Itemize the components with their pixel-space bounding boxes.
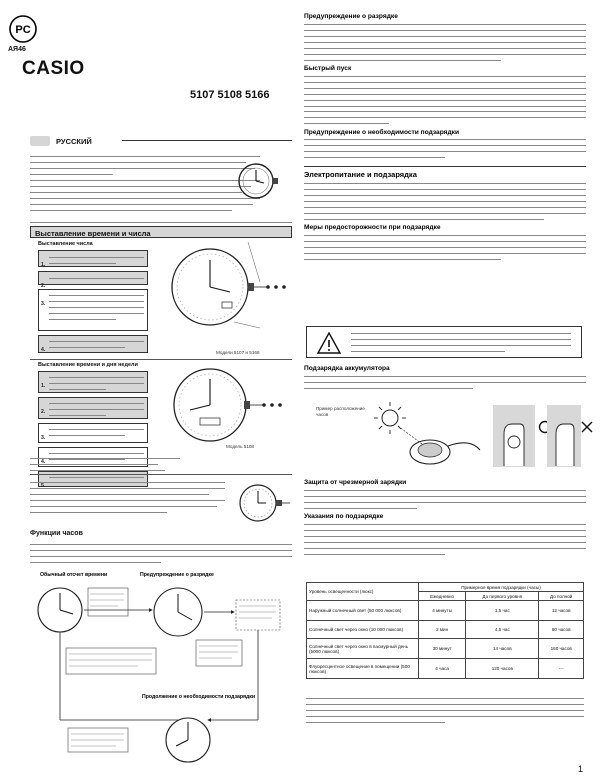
watch-illustration-crown (232, 478, 292, 533)
subsection-time: Выставление времени и дня недели (38, 362, 138, 368)
page-number: 1 (578, 764, 584, 774)
subsection-date: Выставление числа (38, 241, 93, 247)
warning-box (306, 326, 582, 358)
function-flow-diagram (28, 570, 298, 775)
warning-icon (317, 332, 341, 354)
language-title: РУССКИЙ (56, 137, 92, 146)
intro-text (30, 152, 260, 214)
date-steps: 1. 2. 3. 4. (38, 250, 148, 353)
table-footnotes (306, 694, 584, 726)
charging-illustration (370, 398, 490, 475)
model-label-5107: Модели 5107 и 5166 (216, 350, 260, 355)
watch-illustration-small (232, 155, 284, 212)
certification-logo (8, 14, 38, 49)
heading-power-supply: Электропитание и подзарядка (304, 170, 417, 180)
heading-quick-start: Быстрый пуск (304, 64, 352, 72)
flow-label-normal: Обычный отсчет времени (40, 572, 108, 578)
heading-low-battery: Предупреждение о разрядке (304, 13, 398, 20)
section-title: Выставление времени и числа (35, 229, 151, 238)
time-notes (30, 454, 180, 474)
hand-alignment-text (30, 478, 225, 516)
hand-example-good (492, 404, 536, 473)
language-banner (30, 136, 292, 146)
model-numbers: 5107 5108 5166 (190, 89, 270, 101)
watch-diagram-5108 (160, 350, 290, 455)
table-row: Солнечный свет через окно в пасмурный день (5000 люксов) 30 минут 14 часов 160 часов (307, 639, 584, 659)
table-header-light: Уровень освещенности (люкс) (307, 583, 419, 601)
watch-diagram-5107 (160, 232, 290, 342)
table-row: Наружный солнечный свет (50 000 люксов) 4 минуты 1,5 час 12 часов (307, 601, 584, 621)
section-functions: Функции часов (30, 530, 83, 537)
flow-label-charge: Продолжение о необходимости подзарядки (142, 694, 256, 700)
heading-overcharge: Защита от чрезмерной зарядки (304, 479, 407, 486)
table-col-full: До полной (539, 592, 584, 601)
brand-logo: CASIO (22, 58, 85, 79)
heading-charging: Подзарядка аккумулятора (304, 365, 390, 372)
example-label: Пример расположение часов (316, 406, 365, 417)
cross-bad-icon (580, 420, 594, 439)
heading-precautions: Меры предосторожности при подзарядке (304, 223, 441, 231)
heading-charge-warning: Предупреждение о необходимости подзарядки (304, 128, 460, 136)
functions-intro (30, 540, 292, 566)
table-row: Солнечный свет через окно (10 000 люксов) 2 мин 4,5 час 80 часов (307, 621, 584, 639)
cert-code: AЯ46 (8, 46, 26, 53)
time-steps: 1. 2. 3. (38, 371, 148, 487)
heading-charging-tips: Указания по подзарядке (304, 512, 384, 520)
table-header-group: Примерное время подзарядки (часы) (419, 583, 584, 592)
model-label-5108: Модель 5108 (226, 444, 254, 449)
cert-mark: PC (15, 24, 31, 36)
charging-time-table (306, 582, 584, 679)
right-column (304, 10, 586, 263)
flow-label-low: Предупреждение о разрядке (140, 572, 214, 578)
table-col-daily: Ежедневно (419, 592, 466, 601)
table-col-first: До первого уровня (466, 592, 539, 601)
table-row: Флуоресцентное освещение в помещении (500 люксов) 4 часа 120 часов --- (307, 659, 584, 679)
